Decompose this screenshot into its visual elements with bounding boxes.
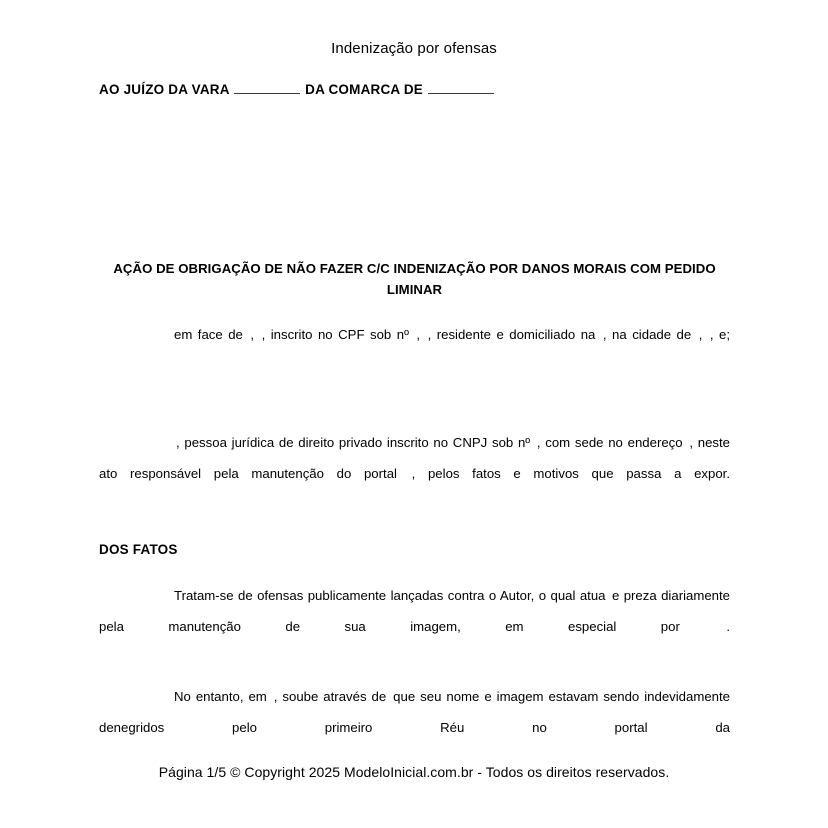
blank-comarca[interactable] bbox=[428, 82, 494, 94]
qualif1-text-6: , na cidade de bbox=[602, 327, 692, 342]
page-footer: Página 1/5 © Copyright 2025 ModeloInicial.com.br - Todos os direitos reservados. bbox=[158, 764, 670, 780]
qualif2-text-3: , neste ato responsável pela manutenção do portal bbox=[99, 435, 730, 481]
page-title: Indenização por ofensas bbox=[331, 40, 497, 57]
addressee-part-2: DA COMARCA DE bbox=[305, 82, 423, 97]
fatos1-text-1: Tratam-se de ofensas publicamente lançadas contra o Autor, o qual atua bbox=[174, 588, 606, 603]
qualif1-text-1: em face de bbox=[174, 327, 243, 342]
fatos2-text-1: No entanto, em bbox=[174, 689, 267, 704]
paragraph-qualification-author bbox=[99, 320, 730, 381]
qualif1-text-4: , bbox=[416, 327, 421, 342]
qualif2-text-4: , pelos fatos e motivos que passa a expor. bbox=[411, 465, 730, 481]
qualif2-text-1: , pessoa jurídica de direito privado inscrito no CNPJ sob nº bbox=[176, 435, 531, 450]
fatos2-text-2: , soube através de bbox=[273, 689, 387, 704]
qualif1-text-3: , inscrito no CPF sob nº bbox=[261, 327, 409, 342]
addressee-part-1: AO JUÍZO DA VARA bbox=[99, 82, 230, 97]
fatos2-text-3: que seu nome e imagem estavam sendo indevidamente denegridos pelo primeiro Réu no portal da bbox=[99, 689, 730, 735]
qualif1-text-5: , residente e domiciliado na bbox=[427, 327, 596, 342]
qualif1-text-2: , bbox=[250, 327, 255, 342]
action-heading: AÇÃO DE OBRIGAÇÃO DE NÃO FAZER C/C INDENIZAÇÃO POR DANOS MORAIS COM PEDIDO LIMINAR bbox=[113, 261, 716, 297]
paragraph-fatos-2 bbox=[99, 682, 730, 774]
blank-vara[interactable] bbox=[234, 82, 300, 94]
qualif2-text-2: , com sede no endereço bbox=[536, 435, 683, 450]
section-heading-dos-fatos: DOS FATOS bbox=[99, 542, 178, 557]
fatos1-text-3: . bbox=[726, 618, 730, 634]
qualif1-text-7: , bbox=[698, 327, 703, 342]
paragraph-fatos-1 bbox=[99, 581, 730, 673]
paragraph-qualification-defendant bbox=[99, 428, 730, 520]
fatos1-text-2: e preza diariamente pela manutenção de sua imagem, em especial por bbox=[99, 588, 731, 634]
addressee-line bbox=[99, 80, 730, 100]
qualif1-text-8: , e; bbox=[709, 327, 731, 342]
